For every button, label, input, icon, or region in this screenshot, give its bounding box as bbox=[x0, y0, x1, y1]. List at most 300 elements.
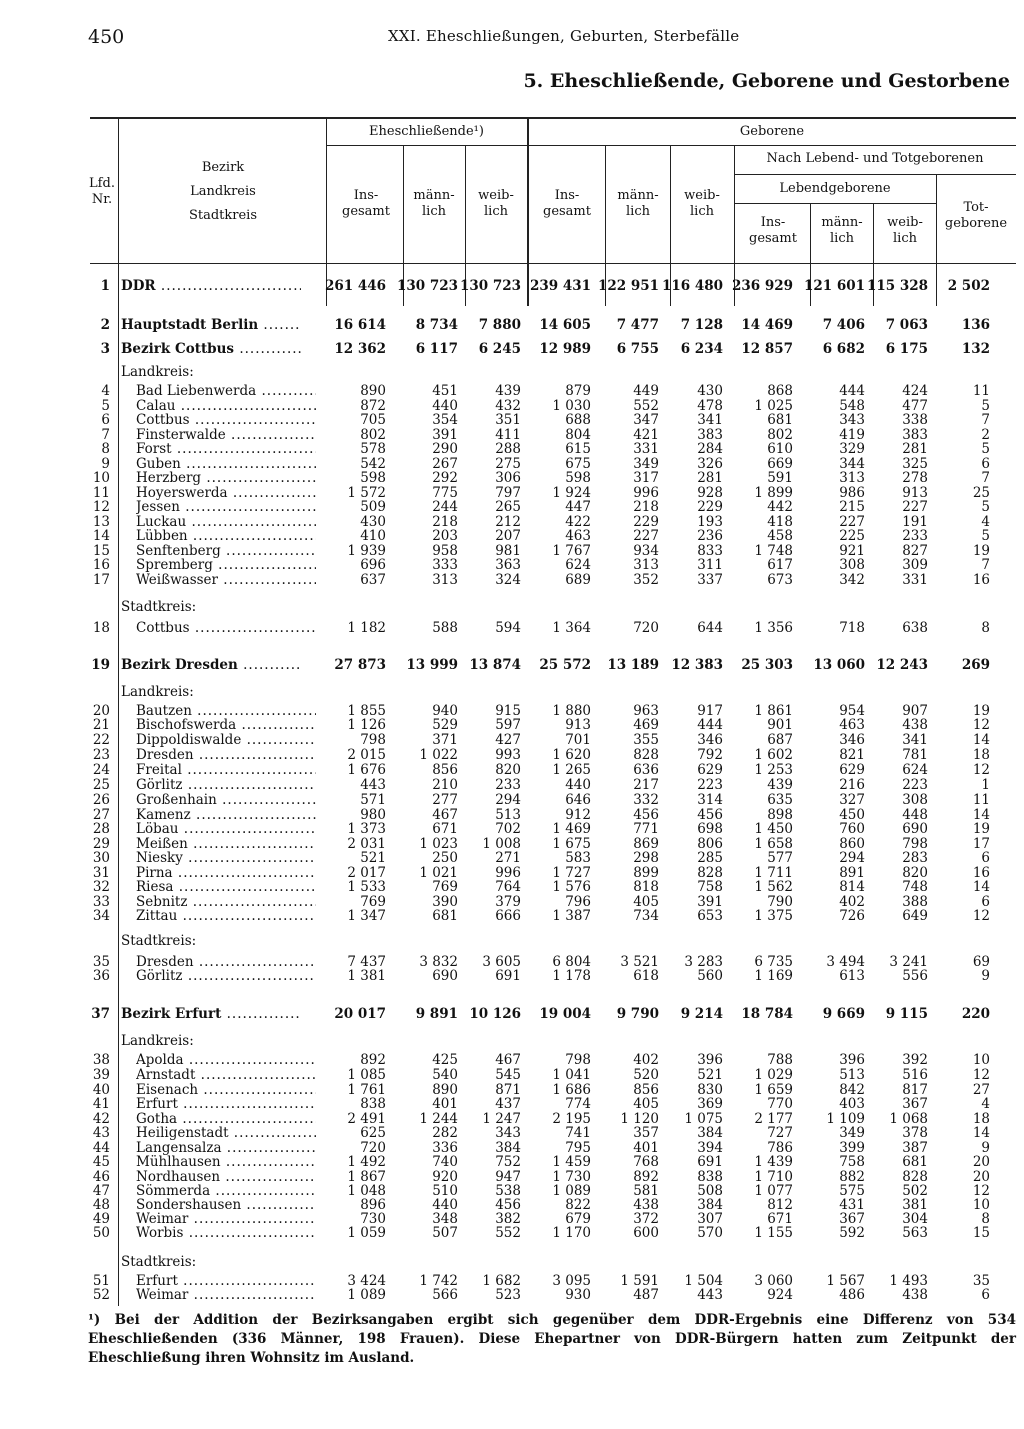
cell-value: 758 bbox=[697, 879, 723, 895]
header-rule-lebend bbox=[734, 203, 936, 204]
cell-value: 1 373 bbox=[347, 821, 386, 837]
cell-value: 1 659 bbox=[754, 1082, 793, 1098]
cell-value: 342 bbox=[839, 572, 865, 588]
row-name: Lübben ..... bbox=[136, 529, 316, 544]
cell-value: 552 bbox=[633, 398, 659, 414]
row-name: Dresden ..... bbox=[136, 748, 316, 763]
cell-value: 388 bbox=[902, 894, 928, 910]
cell-value: 233 bbox=[495, 777, 521, 793]
cell-value: 451 bbox=[432, 383, 458, 399]
row-number: 20 bbox=[92, 703, 110, 719]
cell-value: 421 bbox=[633, 427, 659, 443]
cell-value: 1 620 bbox=[552, 747, 591, 763]
cell-value: 827 bbox=[902, 543, 928, 559]
cell-value: 1 169 bbox=[754, 968, 793, 984]
cell-value: 771 bbox=[633, 821, 659, 837]
cell-value: 7 880 bbox=[478, 317, 521, 333]
row-name: Weißwasser ..... bbox=[136, 573, 316, 588]
row-number: 23 bbox=[92, 747, 110, 763]
cell-value: 363 bbox=[495, 557, 521, 573]
cell-value: 218 bbox=[633, 499, 659, 515]
cell-value: 687 bbox=[767, 732, 793, 748]
cell-value: 12 bbox=[972, 717, 990, 733]
cell-value: 1 682 bbox=[482, 1273, 521, 1289]
cell-value: 1 686 bbox=[552, 1082, 591, 1098]
row-number: 32 bbox=[92, 879, 110, 895]
cell-value: 1 767 bbox=[552, 543, 591, 559]
table-row bbox=[0, 778, 1024, 793]
cell-value: 212 bbox=[495, 514, 521, 530]
cell-value: 566 bbox=[432, 1287, 458, 1303]
row-number: 43 bbox=[92, 1125, 110, 1141]
row-number: 17 bbox=[92, 572, 110, 588]
cell-value: 1 068 bbox=[889, 1111, 928, 1127]
row-number: 9 bbox=[101, 456, 110, 472]
cell-value: 1 855 bbox=[347, 703, 386, 719]
cell-value: 705 bbox=[360, 412, 386, 428]
cell-value: 2 491 bbox=[347, 1111, 386, 1127]
cell-value: 5 bbox=[981, 398, 990, 414]
cell-value: 384 bbox=[697, 1125, 723, 1141]
cell-value: 644 bbox=[697, 620, 723, 636]
cell-value: 216 bbox=[839, 777, 865, 793]
cell-value: 1 562 bbox=[754, 879, 793, 895]
section-label: Landkreis: bbox=[121, 364, 194, 380]
section-label: Landkreis: bbox=[121, 684, 194, 700]
cell-value: 136 bbox=[961, 317, 990, 333]
cell-value: 830 bbox=[697, 1082, 723, 1098]
table-row bbox=[0, 384, 1024, 399]
cell-value: 122 951 bbox=[597, 278, 659, 294]
cell-value: 424 bbox=[902, 383, 928, 399]
cell-value: 6 735 bbox=[754, 954, 793, 970]
cell-value: 597 bbox=[495, 717, 521, 733]
header-stadtkreis: Stadtkreis bbox=[188, 208, 258, 223]
cell-value: 447 bbox=[565, 499, 591, 515]
cell-value: 5 bbox=[981, 528, 990, 544]
row-name: Guben ..... bbox=[136, 457, 316, 472]
table-row bbox=[0, 621, 1024, 636]
cell-value: 401 bbox=[633, 1140, 659, 1156]
cell-value: 1 244 bbox=[419, 1111, 458, 1127]
cell-value: 130 723 bbox=[396, 278, 458, 294]
table-row bbox=[0, 558, 1024, 573]
row-number: 13 bbox=[92, 514, 110, 530]
table-row bbox=[0, 718, 1024, 733]
row-name: Niesky ..... bbox=[136, 851, 316, 866]
cell-value: 820 bbox=[495, 762, 521, 778]
cell-value: 10 bbox=[972, 1052, 990, 1068]
row-number: 31 bbox=[92, 865, 110, 881]
cell-value: 9 891 bbox=[415, 1006, 458, 1022]
cell-value: 5 bbox=[981, 499, 990, 515]
row-number: 21 bbox=[92, 717, 110, 733]
table-row bbox=[0, 318, 1024, 333]
cell-value: 891 bbox=[839, 865, 865, 881]
cell-value: 6 bbox=[981, 850, 990, 866]
cell-value: 401 bbox=[432, 1096, 458, 1112]
header-leb-weiblich: weib- lich bbox=[887, 215, 923, 246]
row-name: Cottbus ..... bbox=[136, 621, 316, 636]
cell-value: 225 bbox=[839, 528, 865, 544]
cell-value: 1 030 bbox=[552, 398, 591, 414]
cell-value: 1 867 bbox=[347, 1169, 386, 1185]
cell-value: 814 bbox=[839, 879, 865, 895]
cell-value: 19 bbox=[972, 703, 990, 719]
cell-value: 430 bbox=[697, 383, 723, 399]
cell-value: 341 bbox=[697, 412, 723, 428]
cell-value: 915 bbox=[495, 703, 521, 719]
cell-value: 285 bbox=[697, 850, 723, 866]
cell-value: 770 bbox=[767, 1096, 793, 1112]
row-number: 14 bbox=[92, 528, 110, 544]
cell-value: 381 bbox=[902, 1197, 928, 1213]
cell-value: 1 504 bbox=[684, 1273, 723, 1289]
cell-value: 469 bbox=[633, 717, 659, 733]
cell-value: 9 214 bbox=[680, 1006, 723, 1022]
cell-value: 6 682 bbox=[822, 341, 865, 357]
cell-value: 1 493 bbox=[889, 1273, 928, 1289]
table-row bbox=[0, 342, 1024, 357]
cell-value: 14 bbox=[972, 807, 990, 823]
cell-value: 130 723 bbox=[459, 278, 521, 294]
header-bezirk: Bezirk bbox=[201, 160, 245, 175]
cell-value: 440 bbox=[432, 398, 458, 414]
cell-value: 8 734 bbox=[415, 317, 458, 333]
cell-value: 1 730 bbox=[552, 1169, 591, 1185]
cell-value: 638 bbox=[902, 620, 928, 636]
row-name: Bad Liebenwerda ..... bbox=[136, 384, 316, 399]
cell-value: 996 bbox=[495, 865, 521, 881]
cell-value: 907 bbox=[902, 703, 928, 719]
footnote: ¹) Bei der Addition der Bezirksangaben ergibt sich gegenüber dem DDR-Ergebnis eine Differenz von 534 Eheschließenden (336 Männer, 198 Frauen). Diese Ehepartner von DDR-Bürgern hatten zum Zeitpunkt der Eheschließung ihren Wohnsitz im Ausland. bbox=[88, 1312, 1016, 1366]
cell-value: 278 bbox=[902, 470, 928, 486]
cell-value: 338 bbox=[902, 412, 928, 428]
cell-value: 790 bbox=[767, 894, 793, 910]
cell-value: 702 bbox=[495, 821, 521, 837]
cell-value: 7 bbox=[981, 470, 990, 486]
cell-value: 812 bbox=[767, 1197, 793, 1213]
cell-value: 458 bbox=[767, 528, 793, 544]
cell-value: 313 bbox=[432, 572, 458, 588]
cell-value: 529 bbox=[432, 717, 458, 733]
row-number: 11 bbox=[92, 485, 110, 501]
cell-value: 477 bbox=[902, 398, 928, 414]
cell-value: 598 bbox=[360, 470, 386, 486]
cell-value: 769 bbox=[360, 894, 386, 910]
cell-value: 578 bbox=[360, 441, 386, 457]
cell-value: 618 bbox=[633, 968, 659, 984]
row-number: 15 bbox=[92, 543, 110, 559]
row-name: Apolda ..... bbox=[136, 1053, 316, 1068]
cell-value: 13 060 bbox=[813, 657, 865, 673]
row-number: 48 bbox=[92, 1197, 110, 1213]
cell-value: 6 117 bbox=[415, 341, 458, 357]
table-row bbox=[0, 909, 1024, 924]
cell-value: 6 245 bbox=[478, 341, 521, 357]
cell-value: 367 bbox=[839, 1211, 865, 1227]
cell-value: 1 450 bbox=[754, 821, 793, 837]
cell-value: 917 bbox=[697, 703, 723, 719]
row-name: Erfurt ..... bbox=[136, 1274, 316, 1289]
cell-value: 387 bbox=[902, 1140, 928, 1156]
cell-value: 372 bbox=[633, 1211, 659, 1227]
cell-value: 210 bbox=[432, 777, 458, 793]
row-number: 2 bbox=[100, 317, 110, 333]
cell-value: 760 bbox=[839, 821, 865, 837]
cell-value: 1 439 bbox=[754, 1154, 793, 1170]
cell-value: 817 bbox=[902, 1082, 928, 1098]
cell-value: 227 bbox=[839, 514, 865, 530]
cell-value: 1 658 bbox=[754, 836, 793, 852]
table-row bbox=[0, 573, 1024, 588]
cell-value: 598 bbox=[565, 470, 591, 486]
cell-value: 502 bbox=[902, 1183, 928, 1199]
cell-value: 1 022 bbox=[419, 747, 458, 763]
section-label: Stadtkreis: bbox=[121, 1254, 197, 1270]
cell-value: 27 bbox=[972, 1082, 990, 1098]
cell-value: 9 bbox=[981, 968, 990, 984]
cell-value: 507 bbox=[432, 1225, 458, 1241]
row-name: Sondershausen ..... bbox=[136, 1198, 316, 1213]
cell-value: 382 bbox=[495, 1211, 521, 1227]
table-row bbox=[0, 1007, 1024, 1022]
table-row bbox=[0, 1126, 1024, 1141]
cell-value: 336 bbox=[432, 1140, 458, 1156]
header-nach-lebend: Nach Lebend- und Totgeborenen bbox=[766, 151, 984, 166]
header-leb-insgesamt: Ins- gesamt bbox=[749, 215, 797, 246]
row-number: 19 bbox=[91, 657, 110, 673]
cell-value: 440 bbox=[565, 777, 591, 793]
table-row bbox=[0, 851, 1024, 866]
cell-value: 575 bbox=[839, 1183, 865, 1199]
cell-value: 191 bbox=[902, 514, 928, 530]
cell-value: 390 bbox=[432, 894, 458, 910]
cell-value: 689 bbox=[565, 572, 591, 588]
cell-value: 560 bbox=[697, 968, 723, 984]
cell-value: 411 bbox=[495, 427, 521, 443]
cell-value: 19 004 bbox=[539, 1006, 591, 1022]
cell-value: 418 bbox=[767, 514, 793, 530]
cell-value: 542 bbox=[360, 456, 386, 472]
cell-value: 758 bbox=[839, 1154, 865, 1170]
cell-value: 764 bbox=[495, 879, 521, 895]
cell-value: 405 bbox=[633, 1096, 659, 1112]
cell-value: 35 bbox=[972, 1273, 990, 1289]
row-name: Forst ..... bbox=[136, 442, 316, 457]
cell-value: 396 bbox=[839, 1052, 865, 1068]
cell-value: 10 126 bbox=[469, 1006, 521, 1022]
cell-value: 7 437 bbox=[347, 954, 386, 970]
cell-value: 392 bbox=[902, 1052, 928, 1068]
cell-value: 795 bbox=[565, 1140, 591, 1156]
row-name: Luckau ..... bbox=[136, 515, 316, 530]
cell-value: 1 048 bbox=[347, 1183, 386, 1199]
cell-value: 116 480 bbox=[661, 278, 723, 294]
cell-value: 250 bbox=[432, 850, 458, 866]
cell-value: 1 265 bbox=[552, 762, 591, 778]
cell-value: 3 095 bbox=[552, 1273, 591, 1289]
cell-value: 868 bbox=[767, 383, 793, 399]
cell-value: 924 bbox=[767, 1287, 793, 1303]
cell-value: 463 bbox=[839, 717, 865, 733]
cell-value: 1 008 bbox=[482, 836, 521, 852]
cell-value: 16 614 bbox=[334, 317, 386, 333]
cell-value: 521 bbox=[697, 1067, 723, 1083]
cell-value: 132 bbox=[961, 341, 990, 357]
cell-value: 912 bbox=[565, 807, 591, 823]
cell-value: 121 601 bbox=[803, 278, 865, 294]
cell-value: 934 bbox=[633, 543, 659, 559]
cell-value: 1 021 bbox=[419, 865, 458, 881]
row-name: Zittau ..... bbox=[136, 909, 316, 924]
cell-value: 463 bbox=[565, 528, 591, 544]
cell-value: 444 bbox=[697, 717, 723, 733]
cell-value: 207 bbox=[495, 528, 521, 544]
cell-value: 538 bbox=[495, 1183, 521, 1199]
cell-value: 806 bbox=[697, 836, 723, 852]
cell-value: 7 bbox=[981, 412, 990, 428]
section-label: Landkreis: bbox=[121, 1033, 194, 1049]
cell-value: 13 189 bbox=[607, 657, 659, 673]
cell-value: 4 bbox=[981, 514, 990, 530]
cell-value: 442 bbox=[767, 499, 793, 515]
row-number: 36 bbox=[92, 968, 110, 984]
cell-value: 928 bbox=[697, 485, 723, 501]
cell-value: 600 bbox=[633, 1225, 659, 1241]
cell-value: 282 bbox=[432, 1125, 458, 1141]
cell-value: 431 bbox=[839, 1197, 865, 1213]
cell-value: 308 bbox=[839, 557, 865, 573]
row-name: Langensalza ..... bbox=[136, 1141, 316, 1156]
row-name: Dresden ..... bbox=[136, 955, 316, 970]
table-row bbox=[0, 1226, 1024, 1241]
row-name: Görlitz ..... bbox=[136, 778, 316, 793]
row-number: 45 bbox=[92, 1154, 110, 1170]
cell-value: 6 bbox=[981, 1287, 990, 1303]
cell-value: 7 bbox=[981, 557, 990, 573]
header-eheschliessende: Eheschließende¹) bbox=[369, 124, 484, 139]
table-row bbox=[0, 969, 1024, 984]
row-name: Kamenz ..... bbox=[136, 808, 316, 823]
row-number: 10 bbox=[92, 470, 110, 486]
cell-value: 11 bbox=[972, 383, 990, 399]
cell-value: 309 bbox=[902, 557, 928, 573]
cell-value: 1 572 bbox=[347, 485, 386, 501]
cell-value: 1 356 bbox=[754, 620, 793, 636]
cell-value: 13 999 bbox=[406, 657, 458, 673]
row-name: Bischofswerda ..... bbox=[136, 718, 316, 733]
cell-value: 963 bbox=[633, 703, 659, 719]
cell-value: 720 bbox=[633, 620, 659, 636]
cell-value: 13 874 bbox=[469, 657, 521, 673]
header-lfd-nr: Lfd. Nr. bbox=[89, 176, 115, 207]
row-number: 1 bbox=[100, 278, 110, 294]
row-name: Erfurt ..... bbox=[136, 1097, 316, 1112]
header-ehe-weiblich: weib- lich bbox=[478, 188, 514, 219]
cell-value: 615 bbox=[565, 441, 591, 457]
cell-value: 691 bbox=[697, 1154, 723, 1170]
cell-value: 583 bbox=[565, 850, 591, 866]
cell-value: 856 bbox=[432, 762, 458, 778]
page-number: 450 bbox=[88, 26, 125, 48]
cell-value: 890 bbox=[432, 1082, 458, 1098]
cell-value: 802 bbox=[360, 427, 386, 443]
table-row bbox=[0, 748, 1024, 763]
cell-value: 19 bbox=[972, 543, 990, 559]
cell-value: 1 375 bbox=[754, 908, 793, 924]
cell-value: 3 241 bbox=[889, 954, 928, 970]
cell-value: 403 bbox=[839, 1096, 865, 1112]
row-number: 27 bbox=[92, 807, 110, 823]
cell-value: 12 989 bbox=[539, 341, 591, 357]
row-name: Herzberg ..... bbox=[136, 471, 316, 486]
cell-value: 236 bbox=[697, 528, 723, 544]
cell-value: 671 bbox=[767, 1211, 793, 1227]
cell-value: 629 bbox=[697, 762, 723, 778]
row-number: 24 bbox=[92, 762, 110, 778]
cell-value: 396 bbox=[697, 1052, 723, 1068]
cell-value: 1 089 bbox=[347, 1287, 386, 1303]
table-row bbox=[0, 880, 1024, 895]
cell-value: 449 bbox=[633, 383, 659, 399]
table-row bbox=[0, 733, 1024, 748]
cell-value: 467 bbox=[432, 807, 458, 823]
cell-value: 333 bbox=[432, 557, 458, 573]
cell-value: 548 bbox=[839, 398, 865, 414]
cell-value: 1 120 bbox=[620, 1111, 659, 1127]
cell-value: 344 bbox=[839, 456, 865, 472]
row-name: Eisenach ..... bbox=[136, 1083, 316, 1098]
cell-value: 486 bbox=[839, 1287, 865, 1303]
cell-value: 570 bbox=[697, 1225, 723, 1241]
cell-value: 1 109 bbox=[826, 1111, 865, 1127]
table-row bbox=[0, 822, 1024, 837]
cell-value: 1 381 bbox=[347, 968, 386, 984]
cell-value: 281 bbox=[697, 470, 723, 486]
table-row bbox=[0, 1155, 1024, 1170]
cell-value: 786 bbox=[767, 1140, 793, 1156]
cell-value: 3 060 bbox=[754, 1273, 793, 1289]
cell-value: 223 bbox=[902, 777, 928, 793]
row-name: Sömmerda ..... bbox=[136, 1184, 316, 1199]
cell-value: 284 bbox=[697, 441, 723, 457]
cell-value: 15 bbox=[972, 1225, 990, 1241]
row-number: 5 bbox=[101, 398, 110, 414]
cell-value: 27 873 bbox=[334, 657, 386, 673]
cell-value: 818 bbox=[633, 879, 659, 895]
cell-value: 215 bbox=[839, 499, 865, 515]
cell-value: 218 bbox=[432, 514, 458, 530]
cell-value: 1 727 bbox=[552, 865, 591, 881]
row-name: Bezirk Dresden ..... bbox=[121, 658, 301, 673]
cell-value: 1 880 bbox=[552, 703, 591, 719]
cell-value: 804 bbox=[565, 427, 591, 443]
cell-value: 1 567 bbox=[826, 1273, 865, 1289]
cell-value: 509 bbox=[360, 499, 386, 515]
cell-value: 1 939 bbox=[347, 543, 386, 559]
row-number: 51 bbox=[92, 1273, 110, 1289]
cell-value: 740 bbox=[432, 1154, 458, 1170]
cell-value: 1 077 bbox=[754, 1183, 793, 1199]
cell-value: 391 bbox=[432, 427, 458, 443]
cell-value: 2 031 bbox=[347, 836, 386, 852]
table-row bbox=[0, 763, 1024, 778]
cell-value: 313 bbox=[633, 557, 659, 573]
cell-value: 625 bbox=[360, 1125, 386, 1141]
cell-value: 391 bbox=[697, 894, 723, 910]
cell-value: 649 bbox=[902, 908, 928, 924]
